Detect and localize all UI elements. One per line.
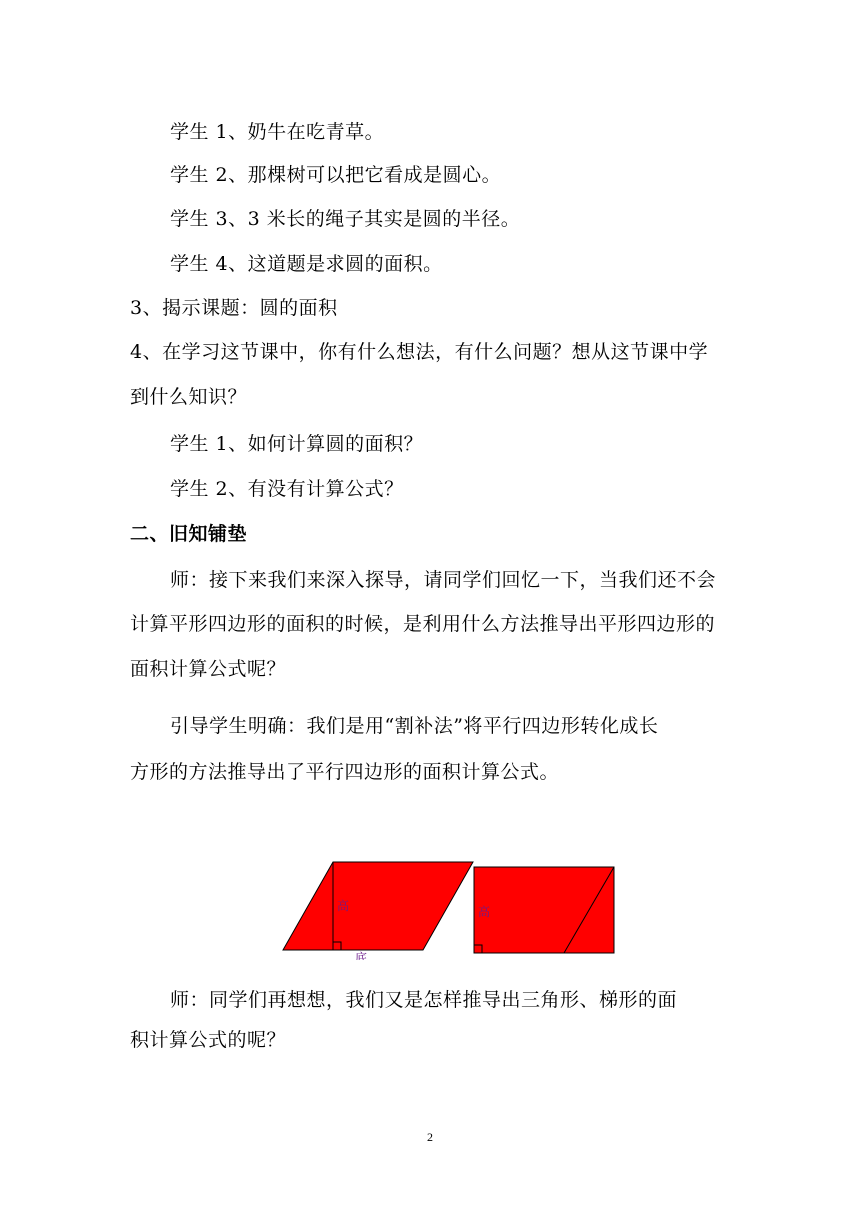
figure-svg	[270, 850, 630, 960]
student-1-answer: 学生 1、奶牛在吃青草。	[170, 121, 385, 143]
page-number: 2	[427, 1130, 433, 1144]
student-1-question: 学生 1、如何计算圆的面积？	[170, 433, 424, 455]
parallelogram-to-rectangle-figure	[270, 850, 630, 964]
rectangle-height-label: 高	[478, 905, 491, 919]
section-heading: 二、旧知铺垫	[130, 523, 248, 545]
student-4-answer: 学生 4、这道题是求圆的面积。	[170, 253, 443, 275]
parallelogram-base-label: 底	[355, 951, 368, 960]
guide-line-1: 引导学生明确：我们是用“割补法”将平行四边形转化成长	[170, 715, 659, 737]
item-4-question-line-1: 4、在学习这节课中，你有什么想法，有什么问题？想从这节课中学	[130, 341, 709, 363]
teacher-prompt-1-line-2: 计算平形四边形的面积的时候，是利用什么方法推导出平形四边形的	[130, 613, 716, 635]
item-4-question-line-2: 到什么知识？	[130, 386, 248, 408]
student-2-question: 学生 2、有没有计算公式？	[170, 478, 404, 500]
teacher-prompt-1-line-3: 面积计算公式呢？	[130, 658, 287, 680]
teacher-prompt-1-line-1: 师：接下来我们来深入探导，请同学们回忆一下，当我们还不会	[170, 569, 717, 591]
rectangle-shape	[474, 867, 614, 953]
teacher-prompt-2-line-1: 师：同学们再想想，我们又是怎样推导出三角形、梯形的面	[170, 989, 678, 1011]
student-3-answer: 学生 3、3 米长的绳子其实是圆的半径。	[170, 208, 521, 230]
guide-line-2: 方形的方法推导出了平行四边形的面积计算公式。	[130, 761, 560, 783]
student-2-answer: 学生 2、那棵树可以把它看成是圆心。	[170, 164, 502, 186]
parallelogram-height-label: 高	[337, 899, 350, 913]
teacher-prompt-2-line-2: 积计算公式的呢？	[130, 1029, 287, 1051]
parallelogram-shape	[283, 862, 473, 950]
item-3-topic: 3、揭示课题：圆的面积	[130, 297, 338, 319]
